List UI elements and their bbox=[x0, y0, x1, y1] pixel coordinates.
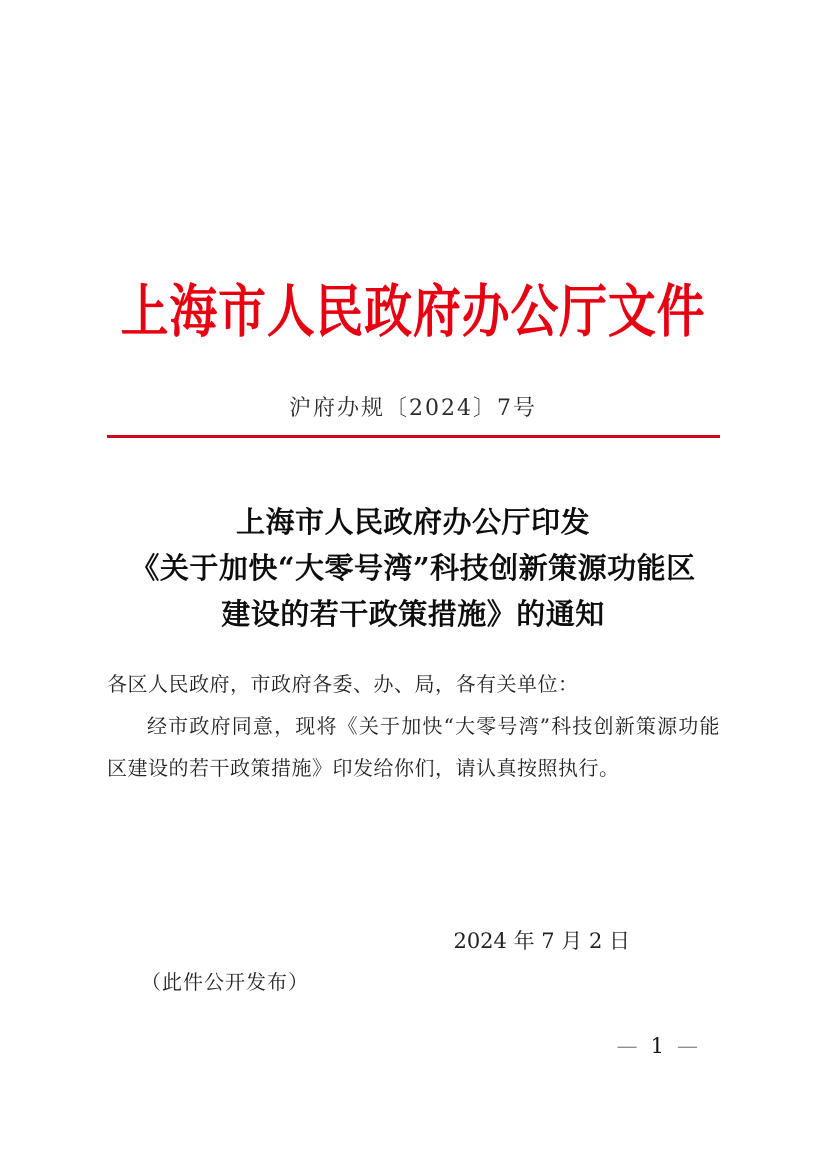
notice-title-line-3: 建设的若干政策措施》的通知 bbox=[221, 597, 605, 631]
red-separator-line bbox=[107, 435, 720, 438]
page-number-left-dash: — bbox=[616, 1034, 638, 1058]
document-number: 沪府办规〔2024〕7号 bbox=[289, 396, 537, 421]
paragraph-line-2: 区建设的若干政策措施》印发给你们，请认真按照执行。 bbox=[107, 756, 620, 780]
letterhead-title: 上海市人民政府办公厅文件 bbox=[120, 278, 706, 345]
public-release-note: （此件公开发布） bbox=[141, 970, 309, 994]
document-body bbox=[107, 663, 720, 789]
notice-title-line-2: 《关于加快“大零号湾”科技创新策源功能区 bbox=[130, 551, 696, 585]
page-number-right-dash: — bbox=[677, 1034, 698, 1058]
notice-title-line-1: 上海市人民政府办公厅印发 bbox=[235, 505, 590, 539]
page-number-value: 1 bbox=[650, 1034, 664, 1058]
paragraph-line-1: 经市政府同意，现将《关于加快“大零号湾”科技创新策源功能 bbox=[147, 714, 720, 738]
issue-date: 2024 年 7 月 2 日 bbox=[453, 929, 630, 953]
page-number bbox=[617, 1034, 698, 1058]
salutation-line: 各区人民政府，市政府各委、办、局，各有关单位： bbox=[107, 672, 579, 696]
red-letterhead bbox=[0, 255, 826, 359]
notice-title bbox=[0, 499, 826, 637]
